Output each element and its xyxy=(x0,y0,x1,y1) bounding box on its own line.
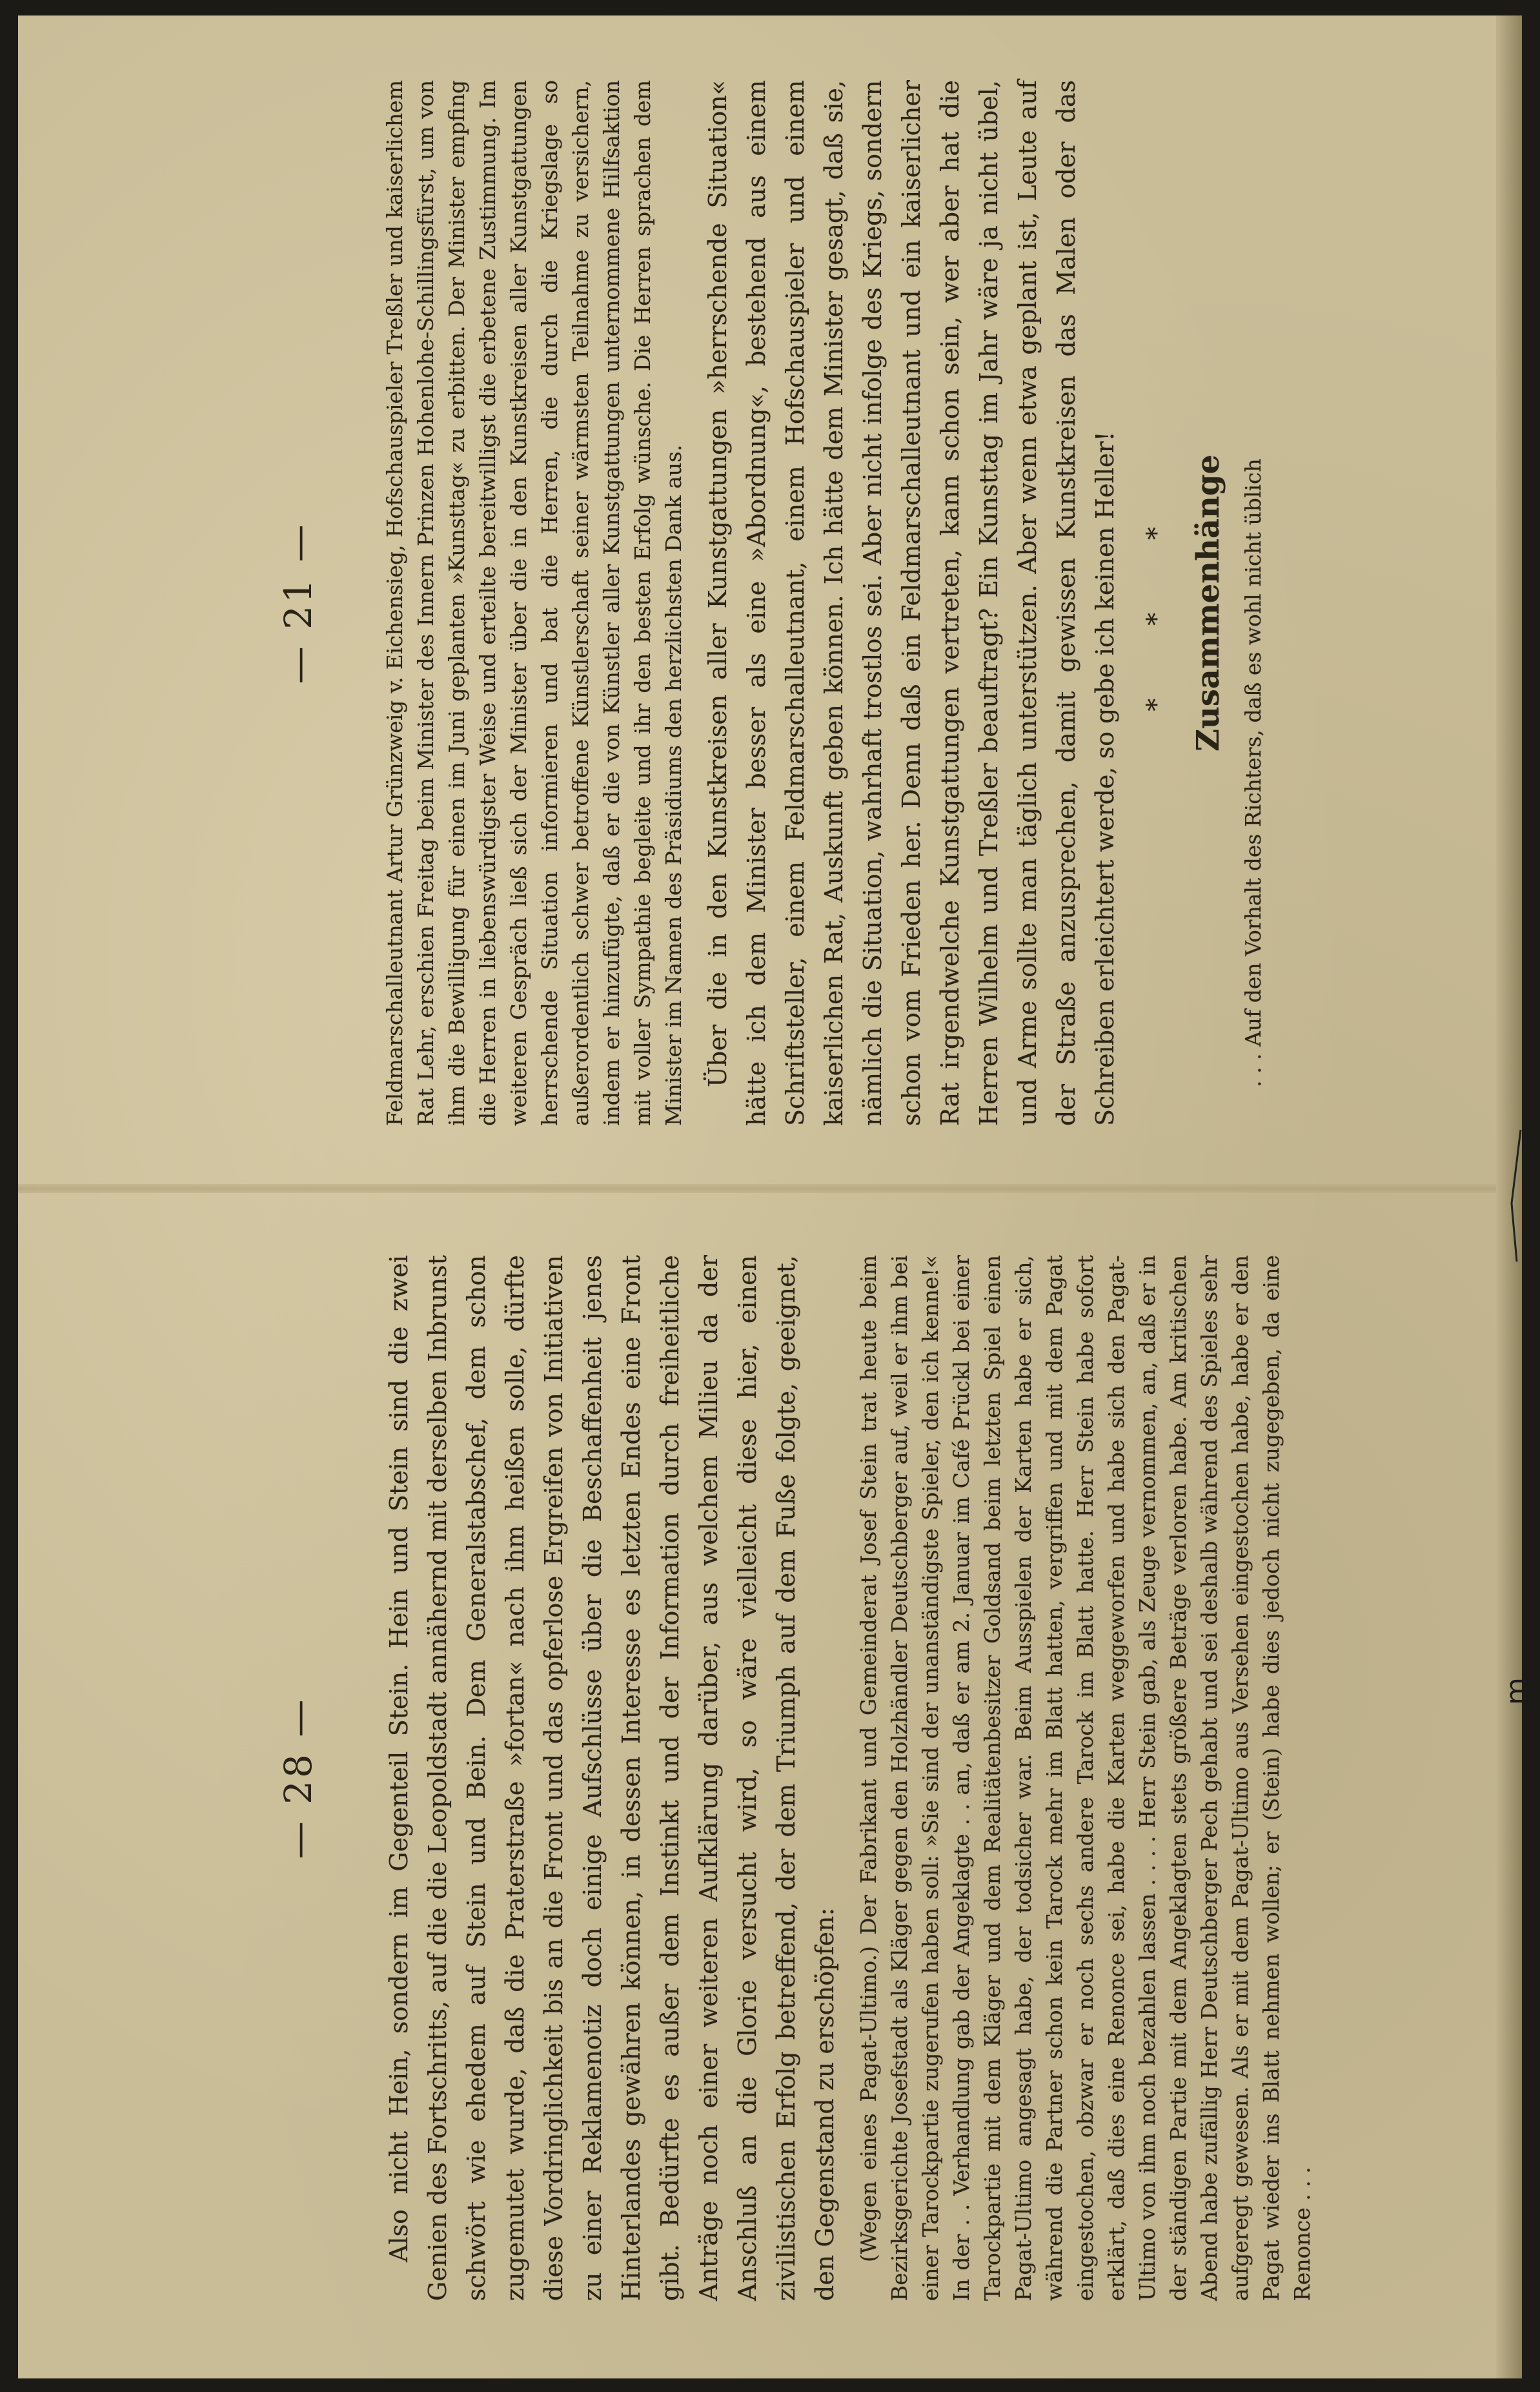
page-number: — 28 — xyxy=(276,1697,320,1859)
left-page xyxy=(18,1216,1522,2340)
paragraph: Feldmarschalleutnant Artur Grünzweig v. Eichensieg, Hofschauspieler Treßler und kaiserlichem Rat Lehr, erschien Freitag beim Minister des Innern Prinzen Hohenlohe-Schillingsfürst, um von ihm die Bewilligung für einen im Juni geplanten »Kunsttag« zu erbitten. Der Minister empfing die Herren in liebenswürdigster Weise und erteilte bereitwilligst die erbetene Zustimmung. Im weiteren Gespräch ließ sich der Minister über die in den Kunstkreisen aller Kunstgattungen herrschende Situation informieren und bat die Herren, die durch die Kriegslage so außerordentlich schwer betroffene Künstlerschaft seiner wärmsten Teilnahme zu versichern, indem er hinzufügte, daß er die von Künstler aller Kunstgattungen unternommene Hilfsaktion mit voller Sympathie begleite und ihr den besten Erfolg wünsche. Die Herren sprachen dem Minister im Namen des Präsidiums den herzlichsten Dank aus. xyxy=(382,80,686,1126)
left-page-body xyxy=(380,1255,1327,2301)
scanned-sheet xyxy=(18,15,1533,2378)
handwritten-margin-note: m xyxy=(1499,1677,1533,1705)
paragraph: Über die in den Kunstkreisen aller Kunstgattungen »herrschende Situation« hätte ich dem Minister besser als eine »Abordnung«, bestehend aus einem Schriftsteller, einem Feldmarschalleutnant, einem Hofschauspieler und einem kaiserlichen Rat, Auskunft geben können. Ich hätte dem Minister gesagt, daß sie, nämlich die Situation, wahrhaft trostlos sei. Aber nicht infolge des Kriegs, sondern schon vom Frieden her. Denn daß ein Feldmarschalleutnant und ein kaiserlicher Rat irgendwelche Kunstgattungen vertreten, kann schon sein, wer aber hat die Herren Wilhelm und Treßler beauftragt? Ein Kunsttag im Jahr wäre ja nicht übel, und Arme sollte man täglich unterstützen. Aber wenn etwa geplant ist, Leute auf der Straße anzusprechen, damit gewissen Kunstkreisen das Malen oder das Schreiben erleichtert werde, so gebe ich keinen Heller! xyxy=(704,80,1119,1126)
paragraph: . . . Auf den Vorhalt des Richters, daß es wohl nicht üblich xyxy=(1241,458,1266,1087)
court-report-quote: (Wegen eines Pagat-Ultimo.) Der Fabrikant und Gemeinderat Josef Stein trat heute beim Bezirksgerichte Josefstadt als Kläger gegen den Holzhändler Deutschberger auf, weil er ihm bei einer Tarockpartie zugerufen haben soll: »Sie sind der unanständigste Spieler, den ich kenne!« In der . . Verhandlung gab der Angeklagte . . an, daß er am 2. Januar im Café Prückl bei einer Tarockpartie mit dem Kläger und dem Realitätenbesitzer Goldsand beim letzten Spiel einen Pagat-Ultimo angesagt habe, der todsicher war. Beim Ausspielen der Karten habe er sich, während die Partner schon kein Tarock mehr im Blatt hatten, vergriffen und mit dem Pagat eingestochen, obzwar er noch sechs andere Tarock im Blatt hatte. Herr Stein habe sofort erklärt, daß dies eine Renonce sei, habe die Karten weggeworfen und habe sich den Pagat-Ultimo von ihm noch bezahlen lassen . . . . Herr Stein gab, als Zeuge vernommen, an, daß er in der ständigen Partie mit dem Angeklagten stets größere Beträge verloren habe. Am kritischen Abend habe zufällig Herr Deutschberger Pech gehabt und sei deshalb während des Spieles sehr aufgeregt gewesen. Als er mit dem Pagat-Ultimo aus Versehen eingestochen habe, habe er den Pagat wieder ins Blatt nehmen wollen; er (Stein) habe dies jedoch nicht zugegeben, da eine Renonce . . . xyxy=(856,1255,1315,2301)
page-number: — 21 — xyxy=(276,522,320,684)
paragraph: Also nicht Hein, sondern im Gegenteil Stein. Hein und Stein sind die zwei Genien des Fortschritts, auf die die Leopoldstadt annähernd mit derselben Inbrunst schwört wie ehedem auf Stein und Bein. Dem Generalstabschef, dem schon zugemutet wurde, daß die Praterstraße »fortan« nach ihm heißen solle, dürfte diese Vordringlichkeit bis an die Front und das opferlose Ergreifen von Initiativen zu einer Reklamenotiz doch einige Aufschlüsse über die Beschaffenheit jenes Hinterlandes gewähren können, in dessen Interesse es letzten Endes eine Front gibt. Bedürfte es außer dem Instinkt und der Information durch freiheitliche Anträge noch einer weiteren Aufklärung darüber, aus welchem Milieu da der Anschluß an die Glorie versucht wird, so wäre vielleicht diese hier, einen zivilistischen Erfolg betreffend, der dem Triumph auf dem Fuße folgte, geeignet, den Gegenstand zu erschöpfen: xyxy=(385,1254,839,2301)
section-heading: Zusammenhänge xyxy=(1190,454,1226,752)
right-page xyxy=(18,41,1522,1165)
section-separator: * * * xyxy=(1142,495,1171,711)
right-page-body xyxy=(380,80,1278,1126)
pencil-mark-icon xyxy=(1503,1126,1528,1268)
rotated-spread xyxy=(18,41,1522,2366)
